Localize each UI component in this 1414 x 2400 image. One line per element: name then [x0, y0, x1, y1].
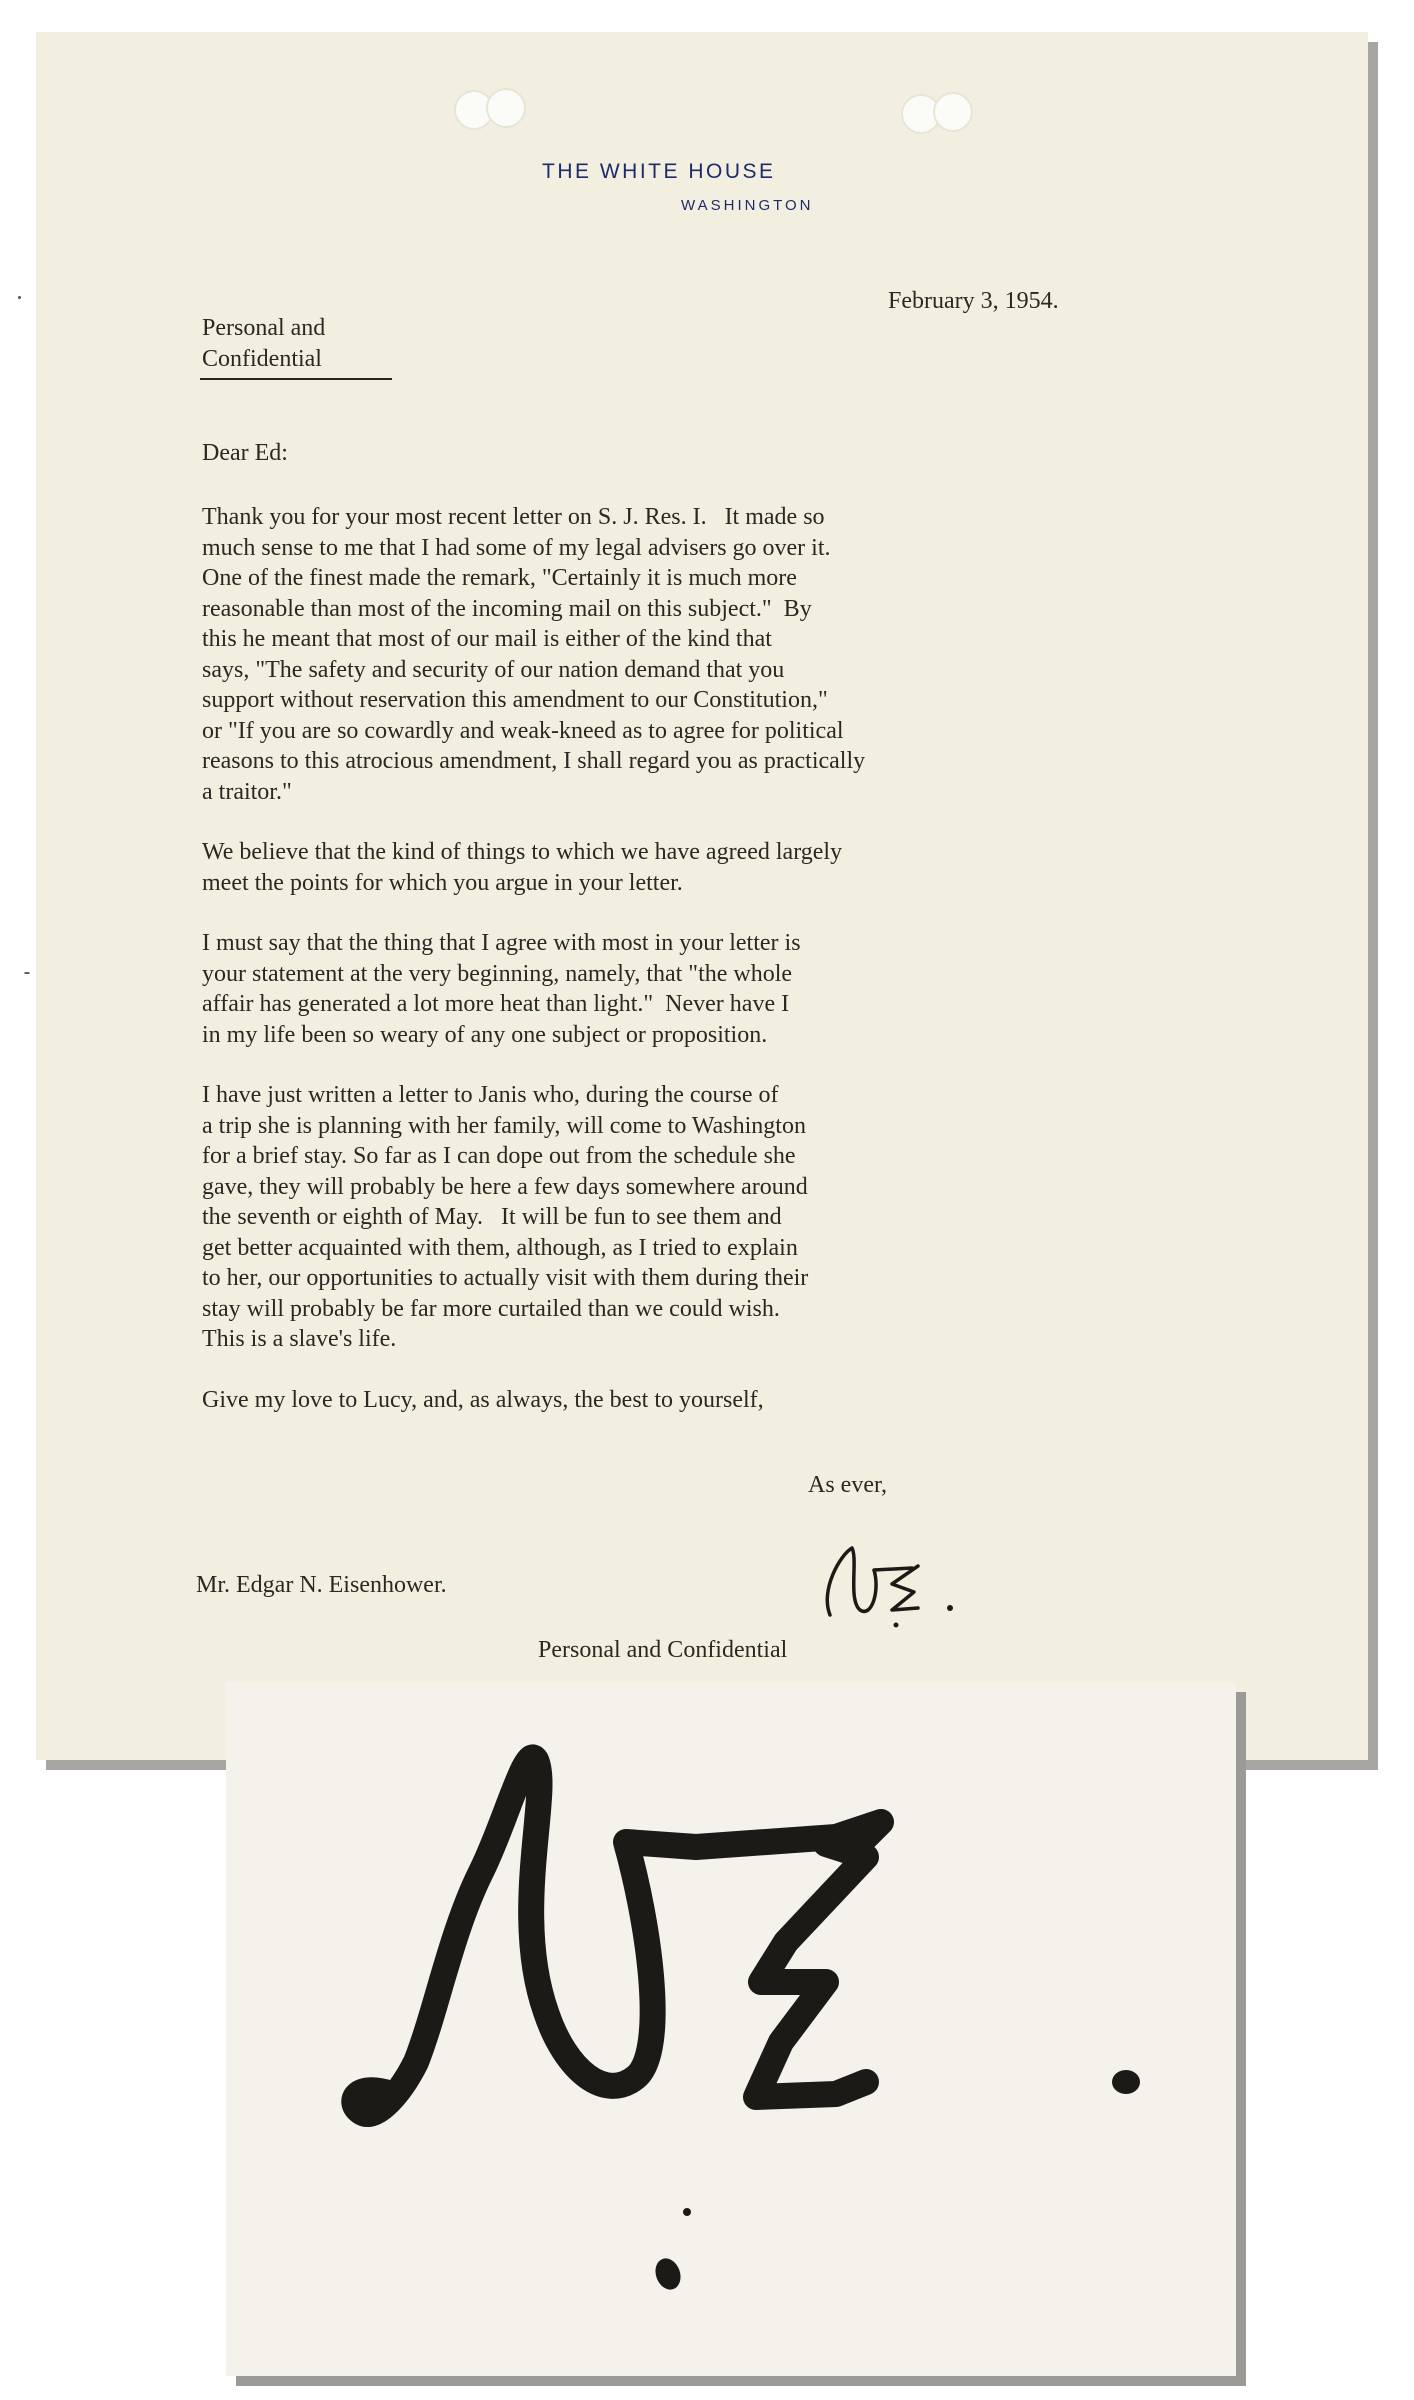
body-paragraph: We believe that the kind of things to which we have agreed largely meet the points for which you argue in your letter. [202, 839, 843, 896]
marking-line-1: Personal and [202, 315, 326, 341]
letterhead-subtitle: WASHINGTON [681, 197, 814, 214]
closing: As ever, [808, 1472, 888, 1498]
letter-body [202, 502, 1322, 1445]
body-paragraph: Thank you for your most recent letter on S. J. Res. I. It made so much sense to me that I had some of my legal advisers go over it. One of the finest made the remark, "Certainly it is much more reasonable than most of the incoming mail on this subject." By this he meant that most of our mail is either of the kind that says, "The safety and security of our nation demand that you support without reservation this amendment to our Constitution," or "If you are so cowardly and weak-kneed as to agree for political reasons to this atrocious amendment, I shall regard you as practically a traitor." [202, 504, 866, 805]
marking-line-2: Confidential [202, 346, 322, 372]
body-paragraph: I must say that the thing that I agree with most in your letter is your statement at the very beginning, namely, that "the whole affair has generated a lot more heat than light." Never have I in my life been so weary of any one subject or proposition. [202, 930, 801, 1048]
footer-marking: Personal and Confidential [538, 1637, 788, 1663]
signature-detail-inset [226, 1682, 1236, 2376]
paper-speck [18, 296, 21, 299]
recipient: Mr. Edgar N. Eisenhower. [196, 1572, 447, 1598]
salutation: Dear Ed: [202, 440, 288, 466]
letter-date: February 3, 1954. [888, 288, 1059, 314]
body-paragraph: I have just written a letter to Janis who, during the course of a trip she is planning with her family, will come to Washington for a brief stay. So far as I can dope out from the schedule she gave, they will probably be here a few days somewhere around the seventh or eighth of May. It will be fun to see them and get better acquainted with them, although, as I tried to explain to her, our opportunities to actually visit with them during their stay will probably be far more curtailed than we could wish. This is a slave's life. [202, 1082, 809, 1352]
letterhead-title: THE WHITE HOUSE [542, 160, 776, 183]
signature-enlarged [226, 1682, 1236, 2376]
punch-hole [933, 92, 973, 132]
paper-speck [24, 972, 30, 974]
marking-underline [200, 378, 392, 380]
body-paragraph: Give my love to Lucy, and, as always, the best to yourself, [202, 1386, 764, 1413]
punch-hole [486, 88, 526, 128]
signature-small [800, 1530, 980, 1630]
